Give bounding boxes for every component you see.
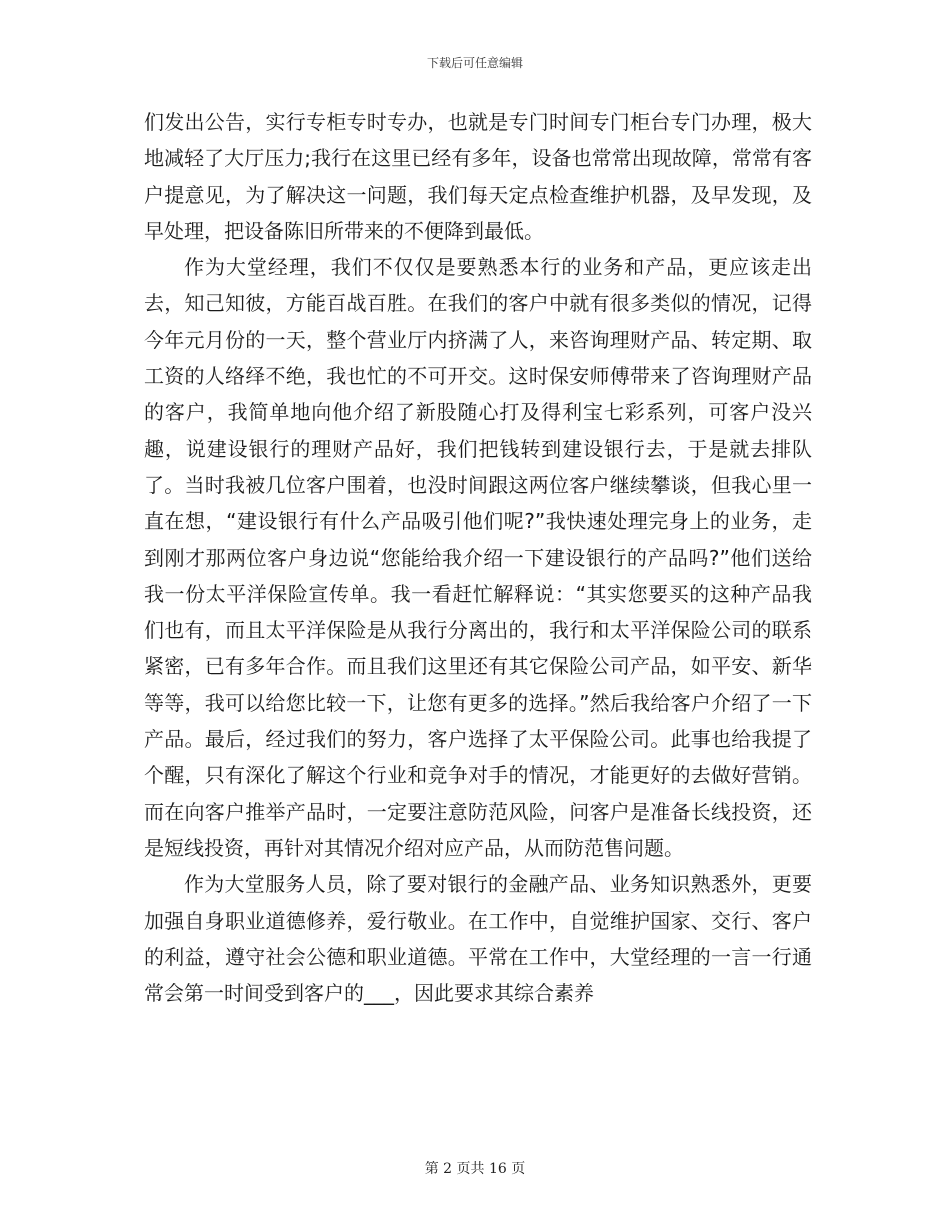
document-body [144, 104, 812, 1011]
paragraph-2: 作为大堂经理，我们不仅仅是要熟悉本行的业务和产品，更应该走出去，知己知彼，方能百战百胜。在我们的客户中就有很多类似的情况，记得今年元月份的一天，整个营业厅内挤满了人，来咨询理财产品、转定期、取工资的人络绎不绝，我也忙的不可开交。这时保安师傅带来了咨询理财产品的客户，我简单地向他介绍了新股随心打及得利宝七彩系列，可客户没兴趣，说建设银行的理财产品好，我们把钱转到建设银行去，于是就去排队了。当时我被几位客户围着，也没时间跟这两位客户继续攀谈，但我心里一直在想，“建设银行有什么产品吸引他们呢?”我快速处理完身上的业务，走到刚才那两位客户身边说“您能给我介绍一下建设银行的产品吗?”他们送给我一份太平洋保险宣传单。我一看赶忙解释说：“其实您要买的这种产品我们也有，而且太平洋保险是从我行分离出的，我行和太平洋保险公司的联系紧密，已有多年合作。而且我们这里还有其它保险公司产品，如平安、新华等等，我可以给您比较一下，让您有更多的选择。”然后我给客户介绍了一下产品。最后，经过我们的努力，客户选择了太平保险公司。此事也给我提了个醒，只有深化了解这个行业和竞争对手的情况，才能更好的去做好营销。而在向客户推举产品时，一定要注意防范风险，问客户是准备长线投资，还是短线投资，再针对其情况介绍对应产品，从而防范售问题。 [144, 255, 812, 860]
page-header: 下载后可任意编辑 [426, 56, 523, 70]
paragraph-1: 们发出公告，实行专柜专时专办，也就是专门时间专门柜台专门办理，极大地减轻了大厅压力;我行在这里已经有多年，设备也常常出现故障，常常有客户提意见，为了解决这一问题，我们每天定点检查维护机器，及早发现，及早处理，把设备陈旧所带来的不便降到最低。 [144, 110, 812, 243]
page-footer: 第 2 页共 16 页 [424, 1161, 526, 1177]
paragraph-3: 作为大堂服务人员，除了要对银行的金融产品、业务知识熟悉外，更要加强自身职业道德修养，爱行敬业。在工作中，自觉维护国家、交行、客户的利益，遵守社会公德和职业道德。平常在工作中，大堂经理的一言一行通常会第一时间受到客户的___，因此要求其综合素养 [144, 872, 812, 1006]
